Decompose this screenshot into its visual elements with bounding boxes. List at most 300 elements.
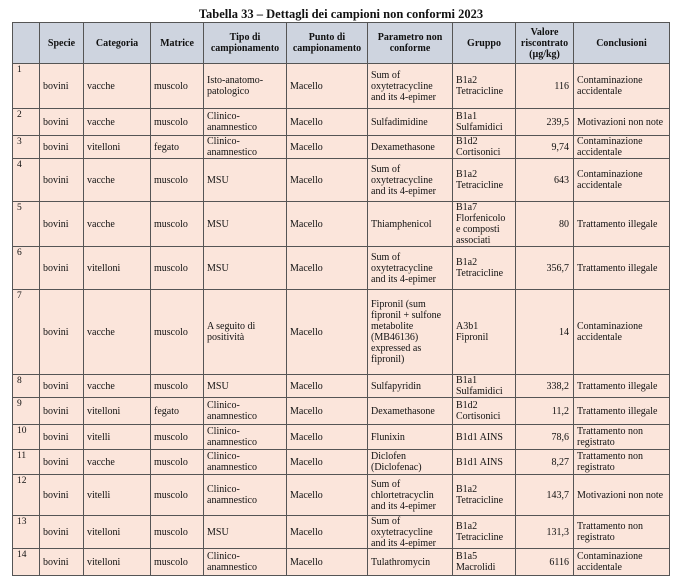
matrice-text: muscolo bbox=[154, 80, 188, 92]
categoria-cell bbox=[84, 202, 151, 247]
categoria-text: vacche bbox=[87, 218, 115, 230]
tipo-campionamento-text: MSU bbox=[207, 526, 229, 538]
specie-text: bovini bbox=[43, 431, 69, 443]
valore-cell bbox=[516, 475, 574, 516]
matrice-text: muscolo bbox=[154, 218, 188, 230]
row-number: 11 bbox=[17, 451, 27, 461]
tipo-campionamento-text: MSU bbox=[207, 262, 229, 274]
table-row bbox=[13, 549, 670, 576]
tipo-campionamento-text: Clinico-anamnestico bbox=[207, 451, 257, 473]
conclusioni-text: Motivazioni non note bbox=[577, 116, 664, 128]
categoria-cell bbox=[84, 290, 151, 375]
parametro-text: Flunixin bbox=[371, 431, 405, 443]
parametro-cell bbox=[368, 425, 453, 450]
punto-campionamento-cell bbox=[287, 450, 368, 475]
parametro-text: Sum of oxytetracycline and its 4-epimer bbox=[371, 163, 436, 197]
gruppo-text: B1d2 Cortisonici bbox=[456, 400, 501, 422]
table-row bbox=[13, 202, 670, 247]
table-row bbox=[13, 425, 670, 450]
parametro-text: Sulfadimidine bbox=[371, 116, 428, 128]
valore-cell bbox=[516, 159, 574, 202]
categoria-cell bbox=[84, 475, 151, 516]
categoria-text: vitelli bbox=[87, 489, 111, 501]
categoria-cell bbox=[84, 549, 151, 576]
parametro-text: Sum of oxytetracycline and its 4-epimer bbox=[371, 69, 436, 103]
parametro-text: Thiamphenicol bbox=[371, 218, 432, 230]
categoria-text: vitelloni bbox=[87, 405, 121, 417]
punto-campionamento-cell bbox=[287, 159, 368, 202]
punto-campionamento-text: Macello bbox=[290, 262, 323, 274]
punto-campionamento-text: Macello bbox=[290, 431, 323, 443]
matrice-text: muscolo bbox=[154, 174, 188, 186]
specie-cell bbox=[40, 136, 84, 159]
valore-text: 643 bbox=[554, 174, 569, 186]
valore-cell bbox=[516, 290, 574, 375]
parametro-text: Sum of chlortetracyclin and its 4-epimer bbox=[371, 478, 436, 512]
conclusioni-cell bbox=[574, 450, 670, 475]
specie-text: bovini bbox=[43, 262, 69, 274]
conclusioni-text: Trattamento non registrato bbox=[577, 521, 644, 543]
punto-campionamento-cell bbox=[287, 64, 368, 109]
row-number: 4 bbox=[17, 160, 22, 170]
gruppo-cell bbox=[453, 290, 516, 375]
tipo-campionamento-cell bbox=[204, 398, 287, 425]
specie-cell bbox=[40, 202, 84, 247]
conclusioni-text: Trattamento non registrato bbox=[577, 426, 644, 448]
matrice-text: muscolo bbox=[154, 556, 188, 568]
header-categoria: Categoria bbox=[84, 23, 151, 64]
parametro-cell bbox=[368, 64, 453, 109]
gruppo-text: B1d2 Cortisonici bbox=[456, 136, 501, 158]
conclusioni-cell bbox=[574, 398, 670, 425]
row-number: 5 bbox=[17, 203, 22, 213]
punto-campionamento-text: Macello bbox=[290, 326, 323, 338]
categoria-text: vitelloni bbox=[87, 556, 121, 568]
gruppo-cell bbox=[453, 450, 516, 475]
tipo-campionamento-text: Clinico-anamnestico bbox=[207, 426, 257, 448]
valore-cell bbox=[516, 425, 574, 450]
parametro-text: Fipronil (sum fipronil + sulfone metabolite (MB46136) expressed as fipronil) bbox=[371, 299, 442, 365]
tipo-campionamento-cell bbox=[204, 202, 287, 247]
gruppo-text: B1a1 Sulfamidici bbox=[456, 111, 503, 133]
header-matrice: Matrice bbox=[151, 23, 204, 64]
categoria-text: vacche bbox=[87, 456, 115, 468]
categoria-text: vacche bbox=[87, 80, 115, 92]
categoria-text: vitelloni bbox=[87, 262, 121, 274]
categoria-cell bbox=[84, 375, 151, 398]
specie-text: bovini bbox=[43, 80, 69, 92]
matrice-cell bbox=[151, 549, 204, 576]
gruppo-text: B1a1 Sulfamidici bbox=[456, 375, 503, 397]
row-number-cell bbox=[13, 290, 40, 375]
conclusioni-text: Contaminazione accidentale bbox=[577, 169, 643, 191]
specie-text: bovini bbox=[43, 405, 69, 417]
specie-cell bbox=[40, 425, 84, 450]
categoria-cell bbox=[84, 64, 151, 109]
categoria-cell bbox=[84, 247, 151, 290]
tipo-campionamento-cell bbox=[204, 136, 287, 159]
gruppo-text: B1a2 Tetracicline bbox=[456, 484, 504, 506]
valore-text: 116 bbox=[554, 80, 569, 92]
table-body bbox=[13, 64, 670, 576]
tipo-campionamento-cell bbox=[204, 159, 287, 202]
gruppo-cell bbox=[453, 475, 516, 516]
punto-campionamento-text: Macello bbox=[290, 556, 323, 568]
specie-cell bbox=[40, 398, 84, 425]
tipo-campionamento-text: MSU bbox=[207, 380, 229, 392]
gruppo-cell bbox=[453, 516, 516, 549]
parametro-text: Sulfapyridin bbox=[371, 380, 421, 392]
non-conforming-samples-table bbox=[12, 22, 670, 576]
specie-cell bbox=[40, 64, 84, 109]
punto-campionamento-cell bbox=[287, 375, 368, 398]
tipo-campionamento-text: Clinico-anamnestico bbox=[207, 400, 257, 422]
valore-cell bbox=[516, 64, 574, 109]
conclusioni-text: Contaminazione accidentale bbox=[577, 551, 643, 573]
row-number: 1 bbox=[17, 65, 22, 75]
parametro-text: Tulathromycin bbox=[371, 556, 431, 568]
parametro-text: Sum of oxytetracycline and its 4-epimer bbox=[371, 251, 436, 285]
matrice-cell bbox=[151, 109, 204, 136]
gruppo-text: B1a2 Tetracicline bbox=[456, 521, 504, 543]
row-number: 6 bbox=[17, 248, 22, 258]
punto-campionamento-text: Macello bbox=[290, 405, 323, 417]
valore-text: 14 bbox=[559, 326, 569, 338]
valore-cell bbox=[516, 136, 574, 159]
valore-text: 143,7 bbox=[546, 489, 569, 501]
row-number: 2 bbox=[17, 110, 22, 120]
tipo-campionamento-cell bbox=[204, 375, 287, 398]
conclusioni-text: Trattamento illegale bbox=[577, 262, 658, 274]
valore-text: 131,3 bbox=[546, 526, 569, 538]
conclusioni-cell bbox=[574, 549, 670, 576]
matrice-text: muscolo bbox=[154, 262, 188, 274]
matrice-cell bbox=[151, 398, 204, 425]
punto-campionamento-cell bbox=[287, 247, 368, 290]
categoria-cell bbox=[84, 109, 151, 136]
header-row bbox=[13, 23, 670, 64]
gruppo-text: B1d1 AINS bbox=[456, 431, 503, 443]
punto-campionamento-cell bbox=[287, 109, 368, 136]
categoria-text: vitelloni bbox=[87, 141, 121, 153]
punto-campionamento-text: Macello bbox=[290, 141, 323, 153]
valore-cell bbox=[516, 109, 574, 136]
punto-campionamento-text: Macello bbox=[290, 489, 323, 501]
parametro-text: Sum of oxytetracycline and its 4-epimer bbox=[371, 515, 436, 549]
parametro-cell bbox=[368, 375, 453, 398]
conclusioni-cell bbox=[574, 159, 670, 202]
categoria-cell bbox=[84, 425, 151, 450]
row-number-cell bbox=[13, 109, 40, 136]
categoria-text: vacche bbox=[87, 174, 115, 186]
matrice-text: fegato bbox=[154, 405, 179, 417]
gruppo-cell bbox=[453, 247, 516, 290]
row-number: 14 bbox=[17, 550, 27, 560]
row-number-cell bbox=[13, 398, 40, 425]
tipo-campionamento-cell bbox=[204, 109, 287, 136]
categoria-cell bbox=[84, 516, 151, 549]
valore-text: 8,27 bbox=[551, 456, 569, 468]
matrice-text: muscolo bbox=[154, 326, 188, 338]
conclusioni-cell bbox=[574, 202, 670, 247]
specie-cell bbox=[40, 290, 84, 375]
table-row bbox=[13, 398, 670, 425]
matrice-cell bbox=[151, 64, 204, 109]
valore-text: 239,5 bbox=[546, 116, 569, 128]
valore-text: 9,74 bbox=[551, 141, 569, 153]
specie-cell bbox=[40, 450, 84, 475]
row-number: 3 bbox=[17, 137, 22, 147]
specie-text: bovini bbox=[43, 326, 69, 338]
gruppo-cell bbox=[453, 202, 516, 247]
conclusioni-cell bbox=[574, 64, 670, 109]
valore-text: 338,2 bbox=[546, 380, 569, 392]
conclusioni-cell bbox=[574, 425, 670, 450]
punto-campionamento-cell bbox=[287, 516, 368, 549]
parametro-cell bbox=[368, 398, 453, 425]
valore-text: 78,6 bbox=[551, 431, 569, 443]
table-row bbox=[13, 159, 670, 202]
matrice-cell bbox=[151, 136, 204, 159]
valore-text: 11,2 bbox=[551, 405, 569, 417]
matrice-cell bbox=[151, 290, 204, 375]
conclusioni-text: Trattamento illegale bbox=[577, 218, 658, 230]
conclusioni-cell bbox=[574, 375, 670, 398]
parametro-cell bbox=[368, 159, 453, 202]
matrice-cell bbox=[151, 425, 204, 450]
parametro-cell bbox=[368, 549, 453, 576]
conclusioni-text: Trattamento non registrato bbox=[577, 451, 644, 473]
row-number: 12 bbox=[17, 476, 27, 486]
valore-text: 80 bbox=[559, 218, 569, 230]
specie-cell bbox=[40, 549, 84, 576]
valore-cell bbox=[516, 247, 574, 290]
gruppo-cell bbox=[453, 549, 516, 576]
tipo-campionamento-cell bbox=[204, 475, 287, 516]
table-row bbox=[13, 375, 670, 398]
table-caption: Tabella 33 – Dettagli dei campioni non conformi 2023 bbox=[198, 7, 484, 21]
table-row bbox=[13, 475, 670, 516]
valore-cell bbox=[516, 450, 574, 475]
header-conclusioni: Conclusioni bbox=[574, 23, 670, 64]
row-number-cell bbox=[13, 516, 40, 549]
tipo-campionamento-text: MSU bbox=[207, 174, 229, 186]
specie-text: bovini bbox=[43, 218, 69, 230]
specie-text: bovini bbox=[43, 556, 69, 568]
header-specie: Specie bbox=[40, 23, 84, 64]
row-number-cell bbox=[13, 136, 40, 159]
valore-cell bbox=[516, 549, 574, 576]
matrice-text: muscolo bbox=[154, 380, 188, 392]
matrice-text: muscolo bbox=[154, 116, 188, 128]
categoria-cell bbox=[84, 398, 151, 425]
parametro-cell bbox=[368, 136, 453, 159]
punto-campionamento-text: Macello bbox=[290, 526, 323, 538]
matrice-cell bbox=[151, 375, 204, 398]
tipo-campionamento-cell bbox=[204, 516, 287, 549]
valore-cell bbox=[516, 398, 574, 425]
tipo-campionamento-text: MSU bbox=[207, 218, 229, 230]
parametro-cell bbox=[368, 247, 453, 290]
specie-cell bbox=[40, 475, 84, 516]
punto-campionamento-text: Macello bbox=[290, 456, 323, 468]
header-tipo: Tipo di campionamento bbox=[204, 23, 287, 64]
gruppo-text: B1a2 Tetracicline bbox=[456, 257, 504, 279]
row-number-cell bbox=[13, 549, 40, 576]
valore-cell bbox=[516, 516, 574, 549]
conclusioni-cell bbox=[574, 247, 670, 290]
gruppo-cell bbox=[453, 109, 516, 136]
specie-text: bovini bbox=[43, 456, 69, 468]
tipo-campionamento-text: Clinico-anamnestico bbox=[207, 111, 257, 133]
punto-campionamento-cell bbox=[287, 398, 368, 425]
punto-campionamento-cell bbox=[287, 549, 368, 576]
conclusioni-cell bbox=[574, 290, 670, 375]
matrice-cell bbox=[151, 159, 204, 202]
matrice-cell bbox=[151, 516, 204, 549]
punto-campionamento-text: Macello bbox=[290, 116, 323, 128]
table-row bbox=[13, 136, 670, 159]
specie-text: bovini bbox=[43, 526, 69, 538]
punto-campionamento-cell bbox=[287, 290, 368, 375]
parametro-text: Diclofen (Diclofenac) bbox=[371, 451, 422, 473]
row-number-cell bbox=[13, 375, 40, 398]
gruppo-cell bbox=[453, 398, 516, 425]
header-punto: Punto di campionamento bbox=[287, 23, 368, 64]
specie-text: bovini bbox=[43, 141, 69, 153]
parametro-cell bbox=[368, 290, 453, 375]
matrice-cell bbox=[151, 202, 204, 247]
row-number: 9 bbox=[17, 399, 22, 409]
categoria-text: vitelloni bbox=[87, 526, 121, 538]
table-row bbox=[13, 290, 670, 375]
punto-campionamento-text: Macello bbox=[290, 218, 323, 230]
matrice-cell bbox=[151, 475, 204, 516]
tipo-campionamento-cell bbox=[204, 247, 287, 290]
gruppo-cell bbox=[453, 425, 516, 450]
header-no bbox=[13, 23, 40, 64]
gruppo-text: B1a2 Tetracicline bbox=[456, 75, 504, 97]
table-row bbox=[13, 247, 670, 290]
tipo-campionamento-cell bbox=[204, 425, 287, 450]
gruppo-cell bbox=[453, 159, 516, 202]
matrice-text: muscolo bbox=[154, 431, 188, 443]
specie-text: bovini bbox=[43, 380, 69, 392]
parametro-cell bbox=[368, 475, 453, 516]
specie-cell bbox=[40, 516, 84, 549]
matrice-cell bbox=[151, 247, 204, 290]
gruppo-cell bbox=[453, 64, 516, 109]
conclusioni-text: Contaminazione accidentale bbox=[577, 321, 643, 343]
conclusioni-cell bbox=[574, 516, 670, 549]
specie-cell bbox=[40, 159, 84, 202]
row-number-cell bbox=[13, 159, 40, 202]
header-gruppo: Gruppo bbox=[453, 23, 516, 64]
conclusioni-cell bbox=[574, 475, 670, 516]
row-number-cell bbox=[13, 64, 40, 109]
matrice-cell bbox=[151, 450, 204, 475]
valore-text: 356,7 bbox=[546, 262, 569, 274]
parametro-cell bbox=[368, 109, 453, 136]
punto-campionamento-text: Macello bbox=[290, 80, 323, 92]
conclusioni-text: Motivazioni non note bbox=[577, 489, 664, 501]
specie-text: bovini bbox=[43, 116, 69, 128]
categoria-text: vacche bbox=[87, 116, 115, 128]
row-number: 13 bbox=[17, 517, 27, 527]
row-number: 7 bbox=[17, 291, 22, 301]
categoria-cell bbox=[84, 136, 151, 159]
row-number-cell bbox=[13, 450, 40, 475]
tipo-campionamento-cell bbox=[204, 450, 287, 475]
conclusioni-text: Contaminazione accidentale bbox=[577, 136, 643, 158]
punto-campionamento-cell bbox=[287, 425, 368, 450]
header-valore: Valore riscontrato (µg/kg) bbox=[516, 23, 574, 64]
tipo-campionamento-text: Isto-anatomo-patologico bbox=[207, 75, 264, 97]
gruppo-text: B1a2 Tetracicline bbox=[456, 169, 504, 191]
punto-campionamento-cell bbox=[287, 202, 368, 247]
table-row bbox=[13, 450, 670, 475]
punto-campionamento-text: Macello bbox=[290, 380, 323, 392]
conclusioni-cell bbox=[574, 109, 670, 136]
gruppo-text: A3b1 Fipronil bbox=[456, 321, 489, 343]
matrice-text: muscolo bbox=[154, 526, 188, 538]
table-row bbox=[13, 109, 670, 136]
punto-campionamento-text: Macello bbox=[290, 174, 323, 186]
tipo-campionamento-text: Clinico-anamnestico bbox=[207, 551, 257, 573]
gruppo-text: B1d1 AINS bbox=[456, 456, 503, 468]
parametro-cell bbox=[368, 202, 453, 247]
tipo-campionamento-cell bbox=[204, 290, 287, 375]
specie-cell bbox=[40, 375, 84, 398]
matrice-text: muscolo bbox=[154, 456, 188, 468]
punto-campionamento-cell bbox=[287, 136, 368, 159]
specie-cell bbox=[40, 109, 84, 136]
parametro-text: Dexamethasone bbox=[371, 141, 435, 153]
valore-text: 6116 bbox=[549, 556, 569, 568]
row-number: 8 bbox=[17, 376, 22, 386]
tipo-campionamento-cell bbox=[204, 64, 287, 109]
punto-campionamento-cell bbox=[287, 475, 368, 516]
gruppo-cell bbox=[453, 375, 516, 398]
tipo-campionamento-text: Clinico-anamnestico bbox=[207, 136, 257, 158]
valore-cell bbox=[516, 202, 574, 247]
categoria-text: vitelli bbox=[87, 431, 111, 443]
matrice-text: fegato bbox=[154, 141, 179, 153]
row-number-cell bbox=[13, 247, 40, 290]
row-number-cell bbox=[13, 475, 40, 516]
specie-text: bovini bbox=[43, 489, 69, 501]
specie-text: bovini bbox=[43, 174, 69, 186]
row-number-cell bbox=[13, 202, 40, 247]
tipo-campionamento-text: A seguito di positività bbox=[207, 321, 256, 343]
row-number: 10 bbox=[17, 426, 27, 436]
parametro-cell bbox=[368, 516, 453, 549]
parametro-cell bbox=[368, 450, 453, 475]
table-row bbox=[13, 516, 670, 549]
conclusioni-text: Trattamento illegale bbox=[577, 405, 658, 417]
row-number-cell bbox=[13, 425, 40, 450]
tipo-campionamento-cell bbox=[204, 549, 287, 576]
gruppo-text: B1a5 Macrolidi bbox=[456, 551, 496, 573]
gruppo-text: B1a7 Florfenicolo e composti associati bbox=[456, 202, 506, 246]
valore-cell bbox=[516, 375, 574, 398]
categoria-text: vacche bbox=[87, 326, 115, 338]
gruppo-cell bbox=[453, 136, 516, 159]
conclusioni-text: Contaminazione accidentale bbox=[577, 75, 643, 97]
specie-cell bbox=[40, 247, 84, 290]
conclusioni-text: Trattamento illegale bbox=[577, 380, 658, 392]
matrice-text: muscolo bbox=[154, 489, 188, 501]
